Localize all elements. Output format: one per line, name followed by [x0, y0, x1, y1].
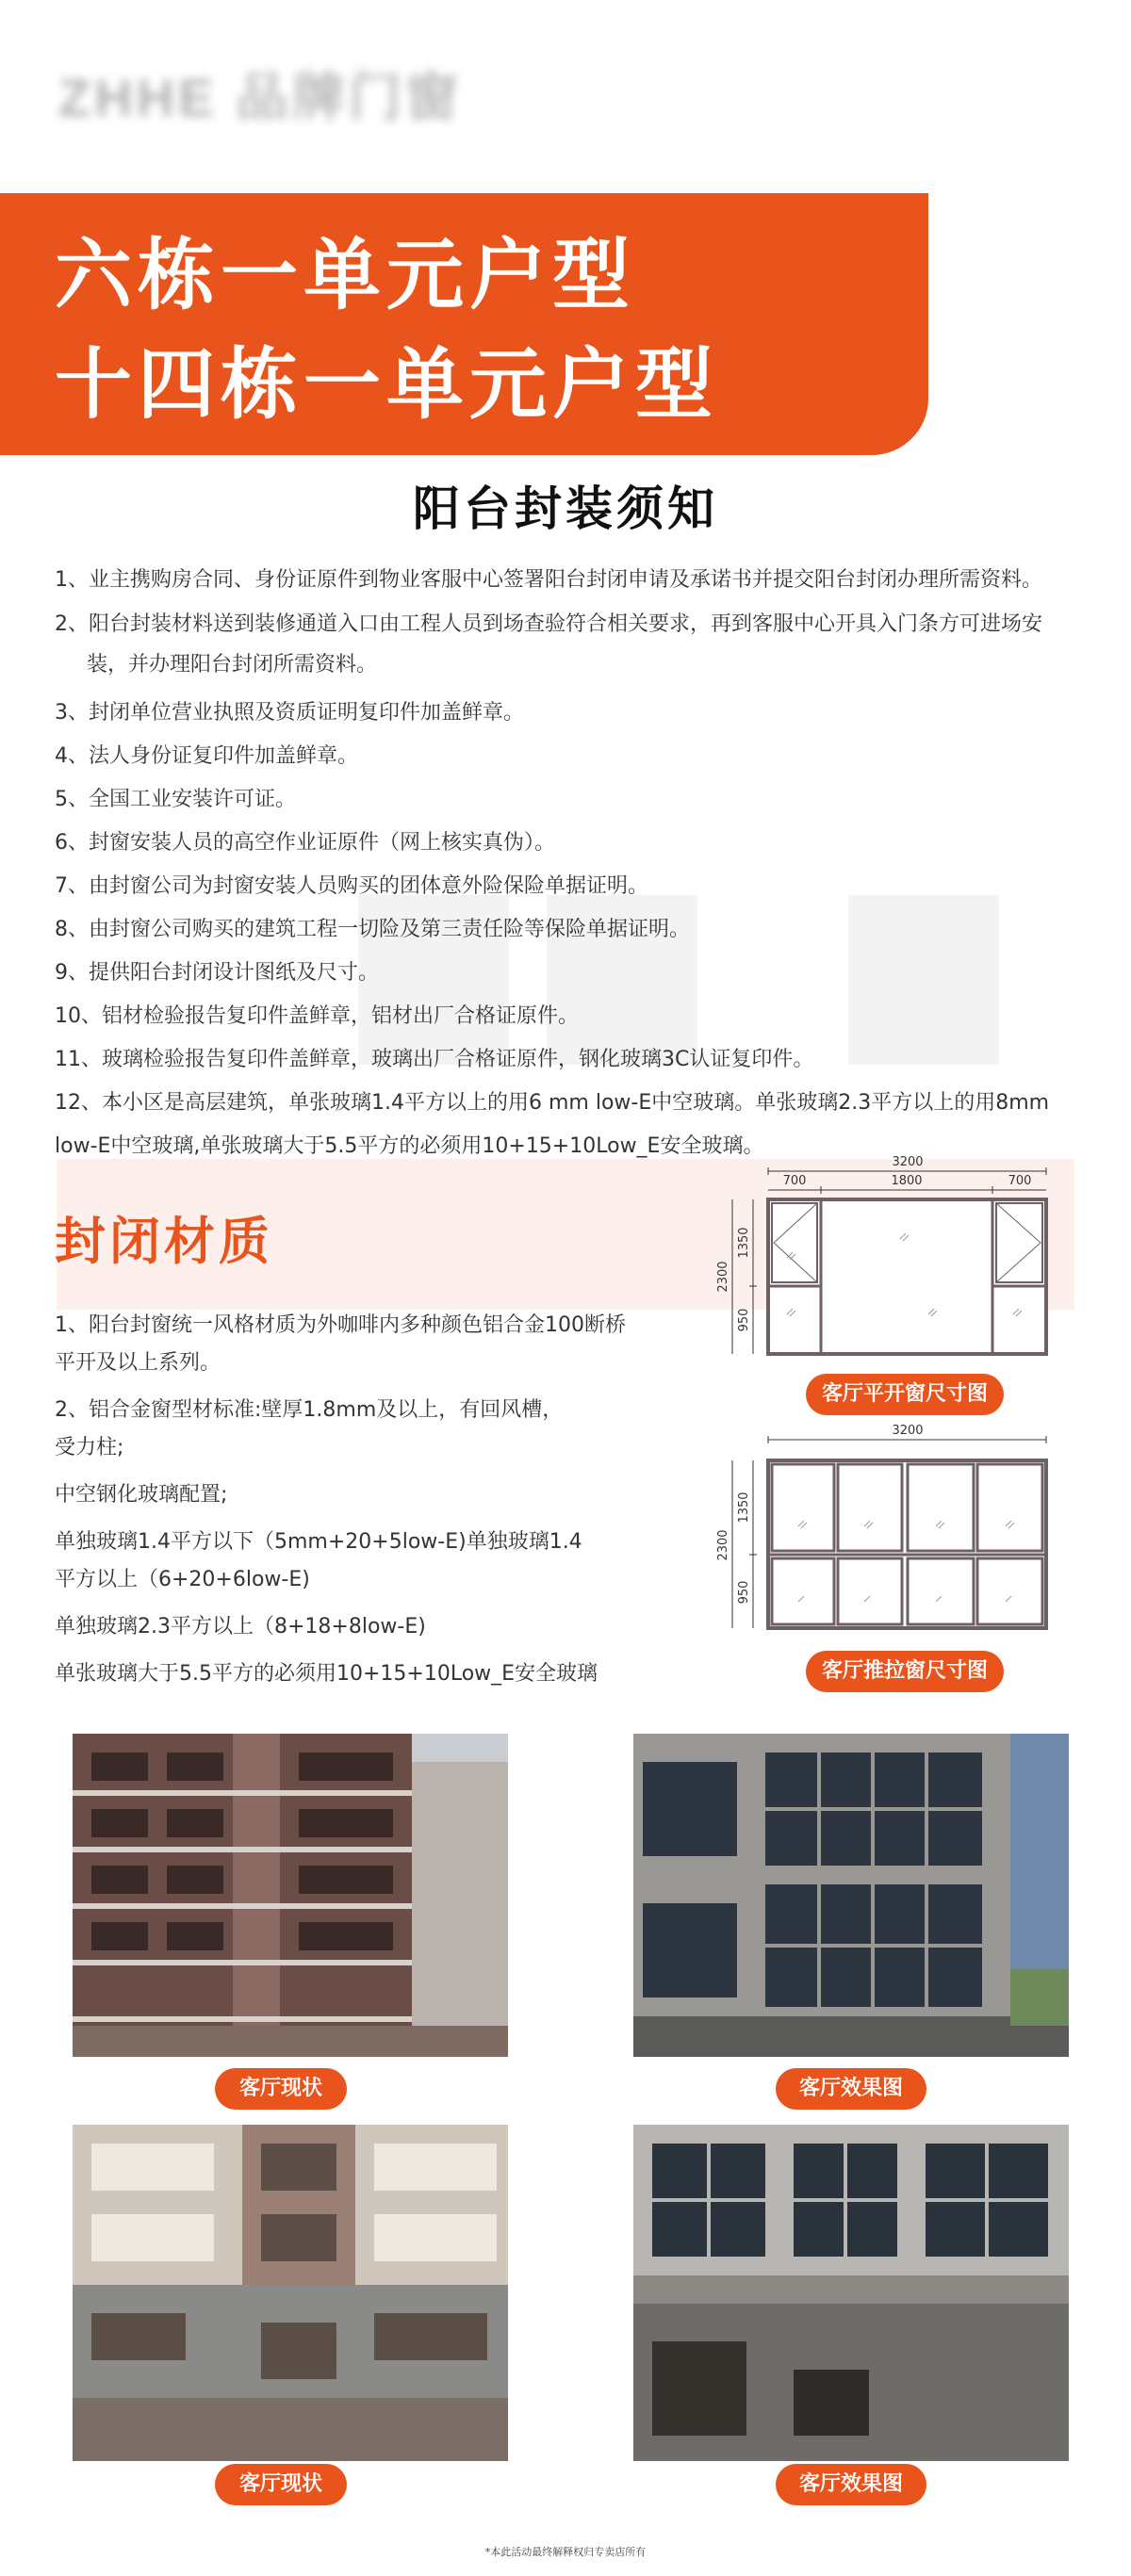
rule-line: 3、封闭单位营业执照及资质证明复印件加盖鲜章。 [55, 701, 524, 725]
current-photo-caption-1: 客厅现状 [215, 2068, 347, 2110]
notice-title: 阳台封装须知 [413, 481, 718, 536]
dim-right: 700 [1008, 1174, 1032, 1188]
rule-line: 4、法人身份证复印件加盖鲜章。 [55, 744, 358, 768]
rule-line: 2、阳台封装材料送到装修通道入口由工程人员到场查验符合相关要求，再到客服中心开具入门条方可进场安 [55, 612, 1043, 636]
rule-line: 9、提供阳台封闭设计图纸及尺寸。 [55, 961, 379, 985]
rule-line: 5、全国工业安装许可证。 [55, 788, 296, 811]
rule-line: 11、玻璃检验报告复印件盖鲜章，玻璃出厂合格证原件，钢化玻璃3C认证复印件。 [55, 1048, 814, 1071]
dim-upper: 1350 [737, 1492, 751, 1524]
effect-photo-caption-1: 客厅效果图 [776, 2068, 926, 2110]
sliding-window-diagram [712, 1423, 1107, 1658]
casement-diagram-caption: 客厅平开窗尺寸图 [806, 1374, 1004, 1415]
materials-title: 封闭材质 [55, 1212, 273, 1271]
rule-line: 7、由封窗公司为封窗安装人员购买的团体意外险保险单据证明。 [55, 874, 648, 898]
dim-upper: 1350 [737, 1227, 751, 1259]
living-room-current-photo-1 [73, 1734, 508, 2057]
rule-line: 装，并办理阳台封闭所需资料。 [87, 653, 378, 677]
materials-line: 中空钢化玻璃配置; [55, 1483, 228, 1507]
brand-logo: ZHHE 品牌门窗 [58, 68, 462, 127]
sliding-diagram-caption: 客厅推拉窗尺寸图 [806, 1651, 1004, 1692]
footer-disclaimer: *本此活动最终解释权归专卖店所有 [484, 2546, 647, 2558]
dim-lower: 950 [737, 1308, 751, 1332]
casement-window-diagram [712, 1154, 1107, 1390]
materials-line: 2、铝合金窗型材标准:壁厚1.8mm及以上，有回风槽， [55, 1398, 564, 1422]
dim-total-height: 2300 [716, 1261, 730, 1293]
living-room-current-photo-2 [73, 2125, 508, 2461]
current-photo-caption-2: 客厅现状 [215, 2464, 347, 2505]
dim-total-width: 3200 [892, 1424, 924, 1438]
dim-mid: 1800 [891, 1174, 923, 1188]
rule-line: 10、铝材检验报告复印件盖鲜章，铝材出厂合格证原件。 [55, 1004, 579, 1028]
dim-lower: 950 [737, 1580, 751, 1605]
title-banner [0, 193, 928, 455]
rule-line: 12、本小区是高层建筑，单张玻璃1.4平方以上的用6 mm low-E中空玻璃。单张玻璃2.3平方以上的用8mm [55, 1091, 1050, 1115]
materials-line: 平方以上（6+20+6low-E) [55, 1568, 310, 1591]
banner-line-2: 十四栋一单元户型 [55, 340, 719, 430]
materials-line: 平开及以上系列。 [55, 1351, 221, 1375]
materials-line: 1、阳台封窗统一风格材质为外咖啡内多种颜色铝合金100断桥 [55, 1313, 626, 1337]
dim-total-height: 2300 [716, 1529, 730, 1561]
effect-photo-caption-2: 客厅效果图 [776, 2464, 926, 2505]
living-room-effect-photo-1 [633, 1734, 1069, 2057]
rule-line: 1、业主携购房合同、身份证原件到物业客服中心签署阳台封闭申请及承诺书并提交阳台封闭办理所需资料。 [55, 568, 1043, 592]
materials-line: 单独玻璃1.4平方以下（5mm+20+5low-E)单独玻璃1.4 [55, 1530, 582, 1554]
banner-line-1: 六栋一单元户型 [55, 231, 636, 320]
dim-total-width: 3200 [892, 1155, 924, 1169]
dim-left: 700 [782, 1174, 807, 1188]
rule-line: 6、封窗安装人员的高空作业证原件（网上核实真伪）。 [55, 831, 555, 855]
rule-line: low-E中空玻璃,单张玻璃大于5.5平方的必须用10+15+10Low_E安全玻璃。 [55, 1134, 764, 1158]
living-room-effect-photo-2 [633, 2125, 1069, 2461]
rule-line: 8、由封窗公司购买的建筑工程一切险及第三责任险等保险单据证明。 [55, 918, 690, 941]
materials-line: 受力柱; [55, 1436, 124, 1459]
materials-line: 单张玻璃大于5.5平方的必须用10+15+10Low_E安全玻璃 [55, 1662, 598, 1686]
materials-line: 单独玻璃2.3平方以上（8+18+8low-E) [55, 1615, 426, 1639]
